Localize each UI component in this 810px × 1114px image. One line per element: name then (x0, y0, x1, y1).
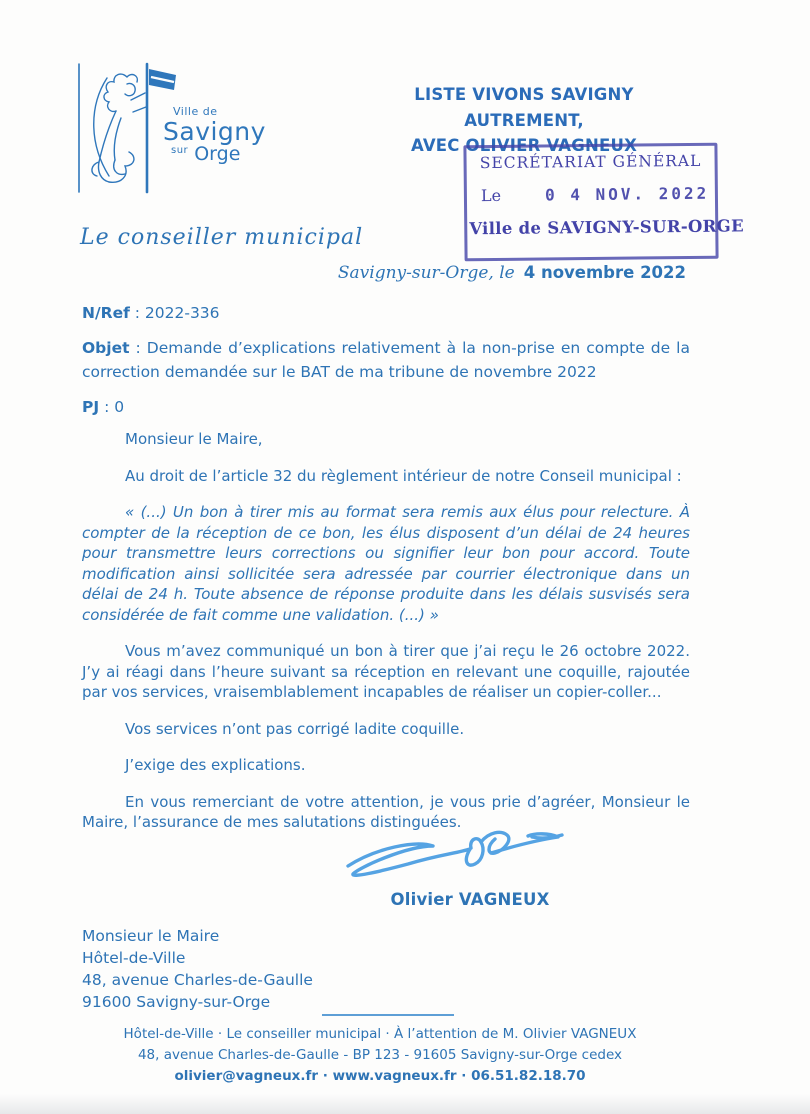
signer-name: Olivier VAGNEUX (390, 890, 550, 909)
quote-paragraph: « (...) Un bon à tirer mis au format sera remis aux élus pour relecture. À compter de la réception de ce bon, les élus disposent d’un délai de 24 heures pour transmettre leurs corrections ou signifier leur bon pour accord. Toute modification ainsi sollicitée sera adressée par courrier électronique dans un délai de 24 h. Toute absence de réponse produite dans les délais susvisés sera considérée de fait comme une validation. (...) » (82, 503, 690, 624)
body-paragraph-3: J’exige des explications. (125, 756, 306, 774)
reference-label: N/Ref (82, 304, 130, 322)
registry-stamp (463, 143, 744, 262)
dateline-date: 4 novembre 2022 (523, 263, 686, 282)
subject-line (82, 336, 690, 384)
stamp-date-value: 0 4 NOV. 2022 (544, 183, 710, 205)
flag-icon (149, 69, 176, 90)
dateline (338, 263, 686, 283)
recipient-line4: 91600 Savigny-sur-Orge (82, 993, 271, 1011)
footer-divider (322, 1014, 454, 1016)
letter-meta (82, 301, 690, 430)
recipient-line2: Hôtel-de-Ville (82, 949, 186, 967)
closing-paragraph: En vous remerciant de votre attention, je vous prie d’agréer, Monsieur le Maire, l’assurance de mes salutations distinguées. (82, 792, 690, 831)
footer-line2: 48, avenue Charles-de-Gaulle - BP 123 - 91605 Savigny-sur-Orge cedex (137, 1047, 623, 1063)
logo-sur-orge (171, 145, 293, 164)
stamp-city: Ville de SAVIGNY-SUR-ORGE (469, 216, 744, 239)
sender-role: Le conseiller municipal (80, 225, 364, 250)
intro-paragraph: Au droit de l’article 32 du règlement intérieur de notre Conseil municipal : (125, 466, 682, 485)
body-paragraph-1: Vous m’avez communiqué un bon à tirer que j’ai reçu le 26 octobre 2022. J’y ai réagi dans l’heure suivant sa réception en relevant une coquille, rajoutée par vos services, vraisemblablement incapables de réaliser un copier-coller... (82, 642, 690, 701)
logo-sur: sur (171, 145, 189, 156)
footer-contact-line: olivier@vagneux.fr · www.vagneux.fr · 06.51.82.18.70 (174, 1068, 586, 1084)
logo-ville-de: Ville de (173, 105, 218, 118)
logo-savigny: Savigny (163, 117, 266, 146)
subject-label: Objet (82, 339, 130, 357)
salutation: Monsieur le Maire, (125, 430, 263, 448)
reference-value: : 2022-336 (129, 304, 220, 322)
attachments-value: : 0 (99, 398, 125, 416)
handwritten-signature (336, 822, 572, 888)
stamp-title: SECRÉTARIAT GÉNÉRAL (479, 151, 702, 173)
letterhead-title-line1: LISTE VIVONS SAVIGNY AUTREMENT, (414, 85, 634, 130)
stamp-date-row (469, 184, 713, 206)
logo-orge: Orge (194, 143, 241, 165)
recipient-line3: 48, avenue Charles-de-Gaulle (82, 971, 313, 989)
subject-value: : Demande d’explications relativement à la non-prise en compte de la correction demandée sur le BAT de ma tribune de novembre 2022 (82, 339, 690, 381)
logo-wordmark (163, 106, 293, 164)
dateline-place: Savigny-sur-Orge, le (337, 263, 515, 283)
body-paragraph-2: Vos services n’ont pas corrigé ladite coquille. (125, 719, 465, 738)
reference-line (82, 301, 690, 325)
stamp-date-label: Le (480, 185, 502, 206)
city-logo (75, 60, 295, 210)
letterhead-title-line2: AVEC OLIVIER VAGNEUX (410, 136, 638, 156)
letter-body (82, 429, 690, 849)
scan-edge-shadow (0, 1094, 810, 1114)
recipient-line1: Monsieur le Maire (82, 927, 220, 945)
recipient-address (82, 925, 313, 1013)
attachments-label: PJ (82, 398, 100, 416)
page-footer (0, 1024, 760, 1087)
footer-line1: Hôtel-de-Ville · Le conseiller municipal · À l’attention de M. Olivier VAGNEUX (123, 1026, 637, 1042)
attachments-line (82, 395, 690, 419)
